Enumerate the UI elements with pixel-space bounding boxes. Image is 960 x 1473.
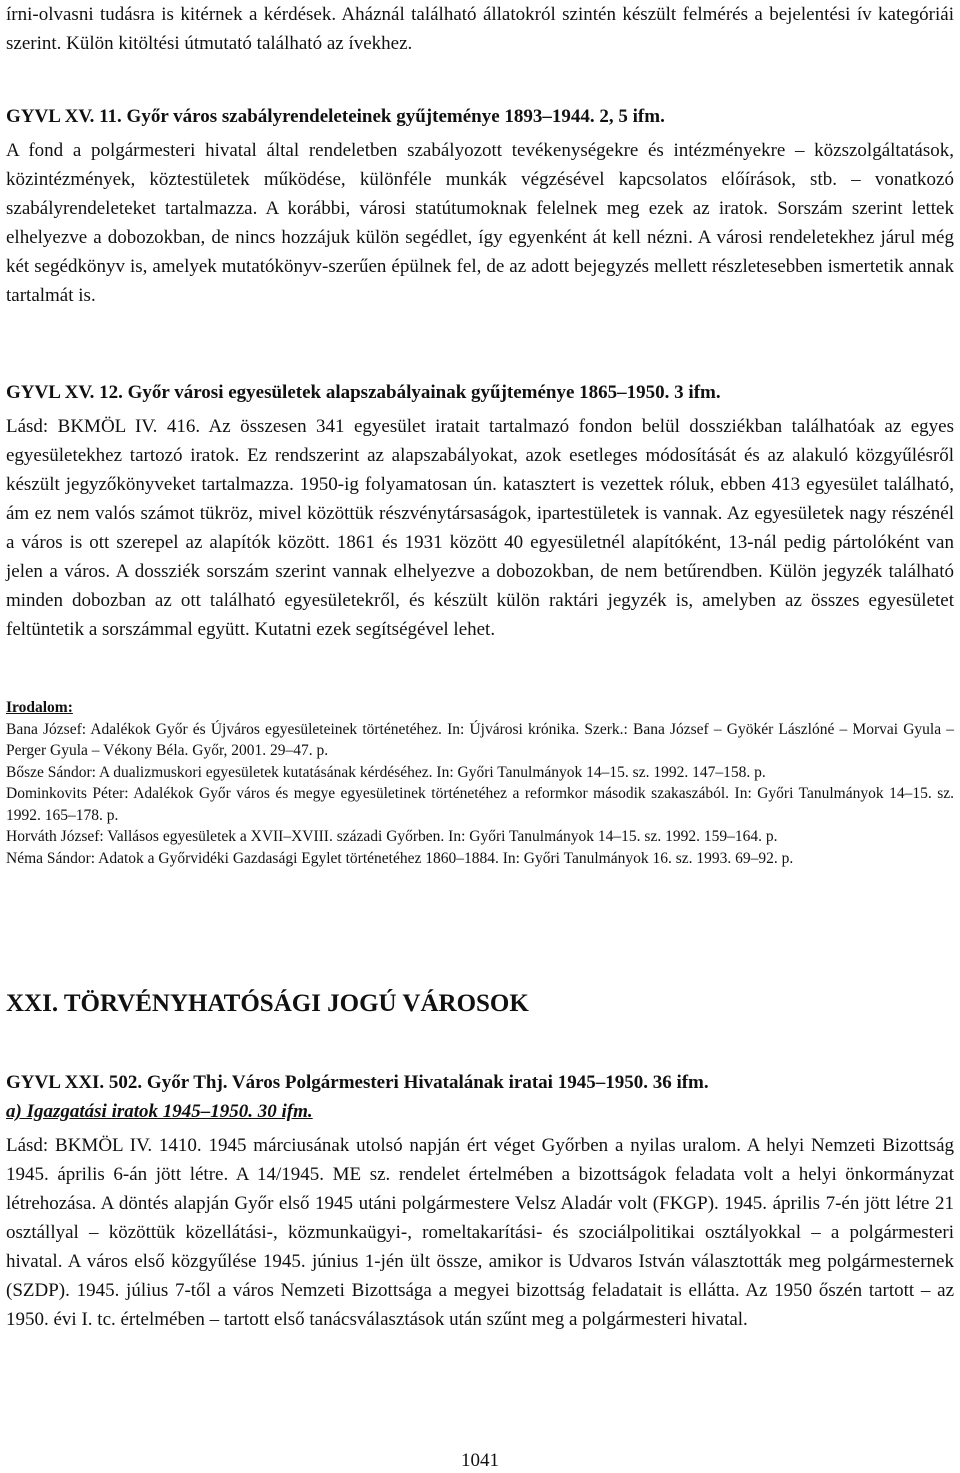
literature-item: Dominkovits Péter: Adalékok Győr város és megye egyesületinek történetéhez a reformkor második szakaszából. In: Győri Tanulmányok 14–15. sz. 1992. 165–178. p. xyxy=(6,785,954,824)
literature-item: Horváth József: Vallásos egyesületek a XVII–XVIII. századi Győrben. In: Győri Tanulmányok 14–15. sz. 1992. 159–164. p. xyxy=(6,828,778,845)
section-heading-xv-11: GYVL XV. 11. Győr város szabályrendeleteinek gyűjteménye 1893–1944. 2, 5 ifm. xyxy=(6,106,665,127)
section-body-xv-11: A fond a polgármesteri hivatal által rendeletben szabályozott tevékenységekre és intézményekre – közszolgáltatások, közintézmények, köztestületek működése, különféle munkák végzésével kapcsolatos előírások, stb. – vonatkozó szabályrendeleteket tartalmazza. A korábbi, városi statútumoknak felelnek meg ezek az iratok. Sorszám szerint lettek elhelyezve a dobozokban, de nincs hozzájuk külön segédlet, így egyenként át kell nézni. A városi rendeletekhez járul még két segédkönyv is, amelyek mutatókönyv-szerűen épülnek fel, de az adott bejegyzés mellett részletesebben ismertetik annak tartalmát is. xyxy=(6,140,954,306)
literature-item: Bősze Sándor: A dualizmuskori egyesületek kutatásának kérdéséhez. In: Győri Tanulmányok 14–15. sz. 1992. 147–158. p. xyxy=(6,763,766,781)
literature-item: Bana József: Adalékok Győr és Újváros egyesületeinek történetéhez. In: Újvárosi krónika. Szerk.: Bana József – Gyökér Lászlóné – Morvai Gyula – Perger Gyula – Vékony Béla. Győr, 2001. 29–47. p. xyxy=(6,720,954,759)
section-heading-xv-12: GYVL XV. 12. Győr városi egyesületek alapszabályainak gyűjteménye 1865–1950. 3 ifm. xyxy=(6,382,721,403)
literature-heading: Irodalom: xyxy=(6,699,73,716)
section-subheading-igazgatasi: a) Igazgatási iratok 1945–1950. 30 ifm. xyxy=(6,1101,313,1122)
literature-item: Néma Sándor: Adatok a Győrvidéki Gazdasági Egylet történetéhez 1860–1884. In: Győri Tanulmányok 16. sz. 1993. 69–92. p. xyxy=(6,849,794,867)
section-body-xxi-502: Lásd: BKMÖL IV. 1410. 1945 márciusának utolsó napján ért véget Győrben a nyilas uralom. A helyi Nemzeti Bizottság 1945. április 6-án jött létre. A 14/1945. ME sz. rendelet értelmében a bizottságok feladata volt a helyi önkormányzat létrehozása. A döntés alapján Győr első 1945 utáni polgármestere Velsz Aladár volt (FKGP). 1945. április 7-én jött létre 21 osztállyal – közöttük közellátási-, közmunkaügyi-, romeltakarítási- és szociálpolitikai osztályokkal – a polgármesteri hivatal. A város első közgyűlése 1945. június 1-jén ült össze, amikor is Udvaros István választották meg polgármesternek (SZDP). 1945. július 7-től a város Nemzeti Bizottsága a megyei bizottság feladatait is ellátta. Az 1950 őszén tartott – az 1950. évi I. tc. értelmében – tartott első tanácsválasztások után szűnt meg a polgármesteri hivatal. xyxy=(6,1135,954,1330)
page-number: 1041 xyxy=(461,1450,499,1471)
intro-paragraph: írni-olvasni tudásra is kitérnek a kérdések. Aháznál található állatokról szintén készült felmérés a bejelentési ív kategóriái szerint. Külön kitöltési útmutató található az ívekhez. xyxy=(6,4,954,54)
chapter-title: XXI. TÖRVÉNYHATÓSÁGI JOGÚ VÁROSOK xyxy=(6,990,529,1017)
literature-list xyxy=(6,697,954,869)
section-body-xv-12: Lásd: BKMÖL IV. 416. Az összesen 341 egyesület iratait tartalmazó fondon belül dossziékban találhatóak az egyes egyesületekhez tartozó iratok. Ez rendszerint az alapszabályokat, azok esetleges módosítását és az alakuló közgyűlésről készült jegyzőkönyveket tartalmazza. 1950-ig folyamatosan ún. katasztert is vezettek róluk, ebben 413 egyesület található, ám ez nem valós számot tükröz, mivel közöttük részvénytársaságok, ipartestületek is vannak. Az egyesületek nagy részénél a város is ott szerepel az alapítók között. 1861 és 1931 között 40 egyesületnél alapítóként, 13-nál pedig pártolóként van jelen a város. A dossziék sorszám szerint vannak elhelyezve a dobozokban, de nem betűrendben. Külön jegyzék található minden dobozban az ott található egyesületekről, és készült külön raktári jegyzék is, amelyben az összes egyesületet feltüntetik a sorszámmal együtt. Kutatni ezek segítségével lehet. xyxy=(6,416,954,640)
section-heading-xxi-502: GYVL XXI. 502. Győr Thj. Város Polgármesteri Hivatalának iratai 1945–1950. 36 ifm. xyxy=(6,1072,709,1093)
